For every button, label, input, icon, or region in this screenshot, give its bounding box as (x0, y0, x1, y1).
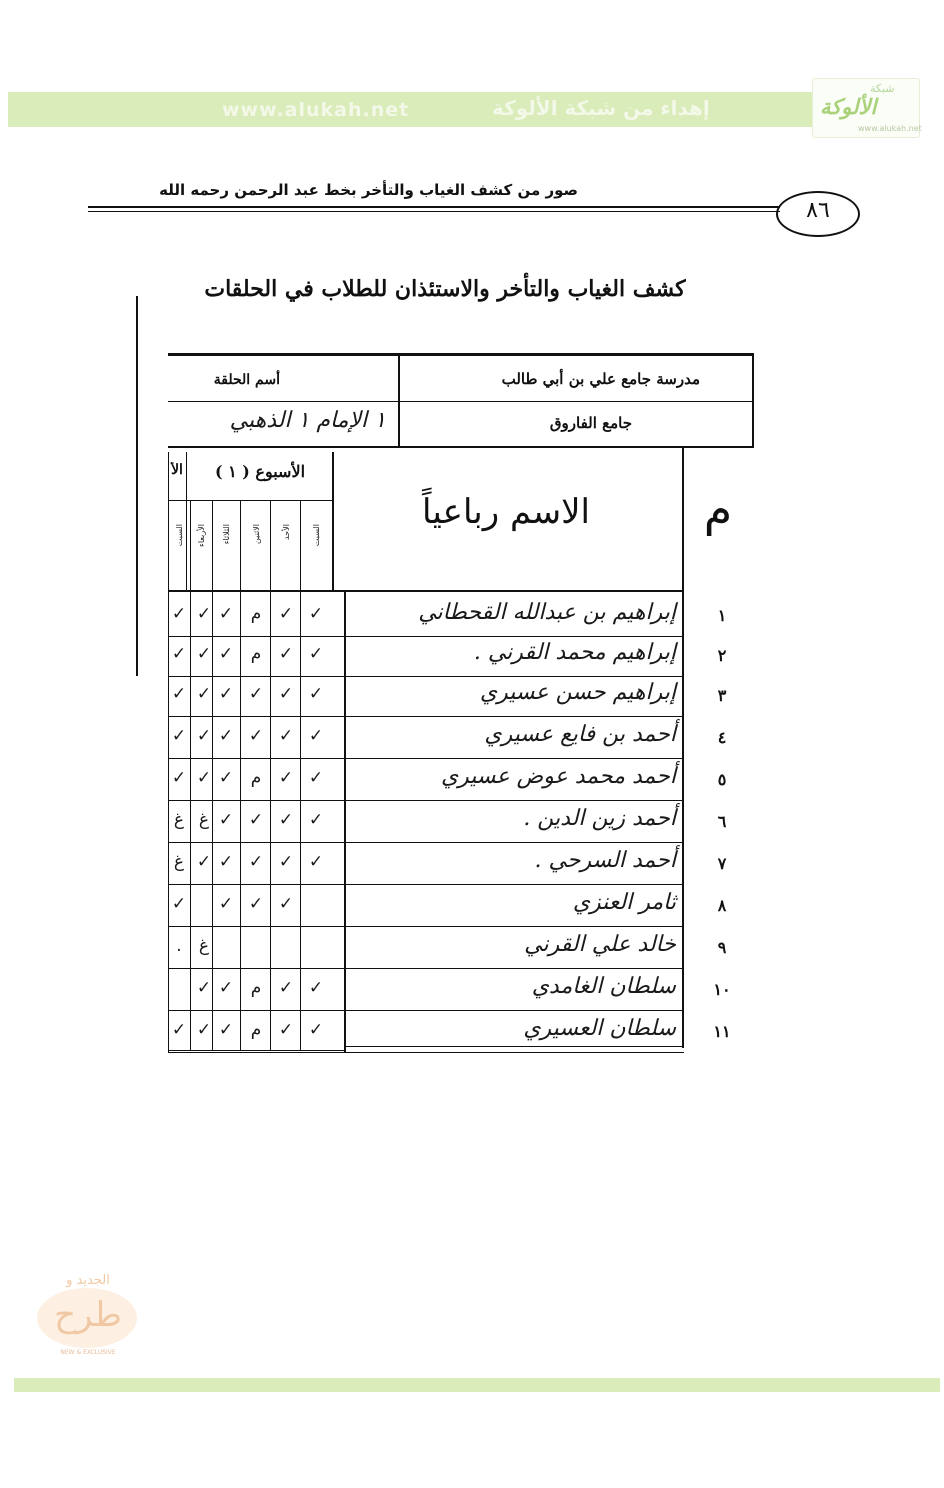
attendance-mark: ✓ (171, 684, 187, 704)
student-name: سلطان الغامدي (531, 974, 676, 999)
logo-subtitle: شبكة (870, 82, 895, 95)
num-header: م (703, 482, 733, 536)
attendance-mark: ✓ (278, 604, 294, 624)
student-name: إبراهيم محمد القرني . (473, 640, 676, 665)
watermark-top-text: الجديد و (66, 1273, 110, 1288)
attendance-mark: غ (173, 852, 185, 872)
row-number: ٤ (717, 728, 727, 747)
row-divider (168, 676, 684, 677)
row-number: ١١ (713, 1022, 731, 1041)
week-left-border (186, 452, 187, 590)
day-next-saturday: السبت (175, 524, 184, 547)
row-number: ٣ (717, 686, 727, 705)
table-line (168, 446, 754, 448)
attendance-mark: ✓ (171, 1020, 187, 1040)
attendance-mark: ✓ (218, 810, 234, 830)
attendance-mark: ✓ (308, 726, 324, 746)
top-banner (8, 92, 838, 127)
attendance-mark: ✓ (218, 768, 234, 788)
row-number: ١ (717, 606, 727, 625)
row-divider (168, 968, 684, 969)
attendance-mark: م (250, 768, 262, 788)
table-divider (398, 355, 400, 446)
row-number: ٩ (717, 938, 727, 957)
halaqa-value: ١ الإمام ١ الذهبي (229, 408, 386, 433)
attendance-mark: ✓ (278, 810, 294, 830)
attendance-mark: ✓ (278, 726, 294, 746)
attendance-mark: ✓ (248, 684, 264, 704)
attendance-mark: . (176, 936, 182, 956)
attendance-mark: م (250, 644, 262, 664)
bottom-banner (14, 1378, 940, 1392)
row-divider (168, 884, 684, 885)
attendance-mark: ✓ (171, 768, 187, 788)
student-name: خالد علي القرني (524, 932, 676, 957)
attendance-mark: ✓ (196, 726, 212, 746)
header-rule (88, 206, 780, 208)
attendance-mark: ✓ (196, 604, 212, 624)
logo-url: www.alukah.net (858, 124, 922, 133)
row-divider (168, 1052, 684, 1053)
row-divider (168, 716, 684, 717)
attendance-mark: ✓ (278, 1020, 294, 1040)
row-divider (168, 758, 684, 759)
student-name: أحمد بن فايع عسيري (484, 722, 676, 747)
tarh-watermark-logo (28, 1262, 146, 1360)
attendance-mark: ✓ (308, 852, 324, 872)
attendance-mark: ✓ (308, 684, 324, 704)
attendance-mark: ✓ (278, 978, 294, 998)
row-number: ٧ (717, 854, 727, 873)
attendance-mark: ✓ (218, 604, 234, 624)
row-number: ٦ (717, 812, 727, 831)
attendance-mark: ✓ (196, 978, 212, 998)
row-divider (168, 1010, 684, 1011)
num-column-border (682, 448, 684, 1048)
margin-line (136, 296, 138, 676)
attendance-mark: ✓ (308, 768, 324, 788)
table-bottom-left (168, 1050, 346, 1051)
row-number: ٢ (717, 646, 727, 665)
attendance-mark: م (250, 604, 262, 624)
row-divider (168, 842, 684, 843)
day-sunday: الأحد (282, 524, 291, 540)
watermark-sub-text: NEW & EXCLUSIVE (60, 1349, 116, 1356)
attendance-mark: ✓ (171, 604, 187, 624)
day-saturday: السبت (312, 524, 321, 547)
attendance-mark: ✓ (171, 644, 187, 664)
attendance-mark: ✓ (278, 644, 294, 664)
page-number: ٨٦ (806, 198, 830, 223)
student-name: إبراهيم بن عبدالله القحطاني (418, 600, 676, 625)
table-bottom-right (346, 1046, 684, 1047)
attendance-mark: ✓ (248, 810, 264, 830)
row-number: ٨ (717, 896, 727, 915)
day-wednesday: الأربعاء (197, 524, 206, 547)
attendance-mark: ✓ (308, 810, 324, 830)
student-name: إبراهيم حسن عسيري (479, 680, 676, 705)
halaqa-label: أسم الحلقة (213, 372, 280, 388)
attendance-mark: ✓ (308, 978, 324, 998)
attendance-mark: ✓ (308, 644, 324, 664)
attendance-mark: ✓ (308, 604, 324, 624)
week-label: الأسبوع ( ١ ) (214, 462, 306, 481)
name-header: الاسم رباعياً (422, 492, 590, 532)
logo-text: الألوكة (820, 95, 877, 119)
attendance-mark: ✓ (248, 726, 264, 746)
attendance-mark: ✓ (171, 726, 187, 746)
watermark-main-text: طرح (54, 1295, 122, 1335)
mosque-name: جامع الفاروق (549, 414, 632, 432)
school-label: مدرسة جامع علي بن أبي طالب (501, 370, 700, 388)
attendance-mark: م (250, 978, 262, 998)
attendance-mark: ✓ (218, 726, 234, 746)
student-name: أحمد محمد عوض عسيري (440, 764, 676, 789)
next-week-label: الأ (171, 462, 183, 478)
attendance-mark: ✓ (218, 1020, 234, 1040)
attendance-mark: ✓ (218, 978, 234, 998)
header-rule-thin (88, 211, 780, 212)
student-name: ثامر العنزي (572, 890, 676, 915)
row-divider (168, 926, 684, 927)
table-line (168, 401, 754, 402)
student-name: أحمد السرحي . (534, 848, 676, 873)
attendance-mark: ✓ (278, 684, 294, 704)
banner-url: www.alukah.net (222, 99, 410, 121)
student-name: أحمد زين الدين . (523, 806, 676, 831)
attendance-mark: ✓ (218, 644, 234, 664)
row-number: ٥ (717, 770, 727, 789)
attendance-mark: ✓ (278, 852, 294, 872)
week-label-line (168, 500, 332, 501)
attendance-mark: ✓ (278, 894, 294, 914)
attendance-mark: غ (198, 936, 210, 956)
attendance-mark: ✓ (196, 1020, 212, 1040)
attendance-mark: ✓ (218, 894, 234, 914)
attendance-mark: ✓ (171, 894, 187, 914)
header-title: صور من كشف الغياب والتأخر بخط عبد الرحمن رحمه الله (159, 181, 578, 199)
day-monday: الاثنين (252, 524, 261, 544)
attendance-mark: ✓ (218, 852, 234, 872)
document-title: كشف الغياب والتأخر والاستئذان للطلاب في الحلقات (204, 276, 686, 302)
attendance-mark: ✓ (196, 644, 212, 664)
attendance-mark: ✓ (278, 768, 294, 788)
day-tuesday: الثلاثاء (222, 524, 231, 545)
attendance-mark: ✓ (248, 894, 264, 914)
attendance-mark: غ (173, 810, 185, 830)
row-divider (168, 636, 684, 637)
attendance-mark: ✓ (308, 1020, 324, 1040)
header-bottom-line (168, 590, 682, 592)
table-top-border (168, 353, 754, 356)
table-right-border (752, 353, 754, 448)
row-divider (168, 800, 684, 801)
row-number: ١٠ (713, 980, 731, 999)
attendance-mark: ✓ (218, 684, 234, 704)
attendance-mark: غ (198, 810, 210, 830)
banner-gift-text: إهداء من شبكة الألوكة (492, 96, 710, 120)
attendance-mark: ✓ (248, 852, 264, 872)
attendance-mark: ✓ (196, 684, 212, 704)
student-name: سلطان العسيري (523, 1016, 676, 1041)
name-header-border (332, 452, 334, 590)
attendance-mark: ✓ (196, 768, 212, 788)
attendance-mark: م (250, 1020, 262, 1040)
attendance-mark: ✓ (196, 852, 212, 872)
table-left-border (168, 452, 169, 1052)
